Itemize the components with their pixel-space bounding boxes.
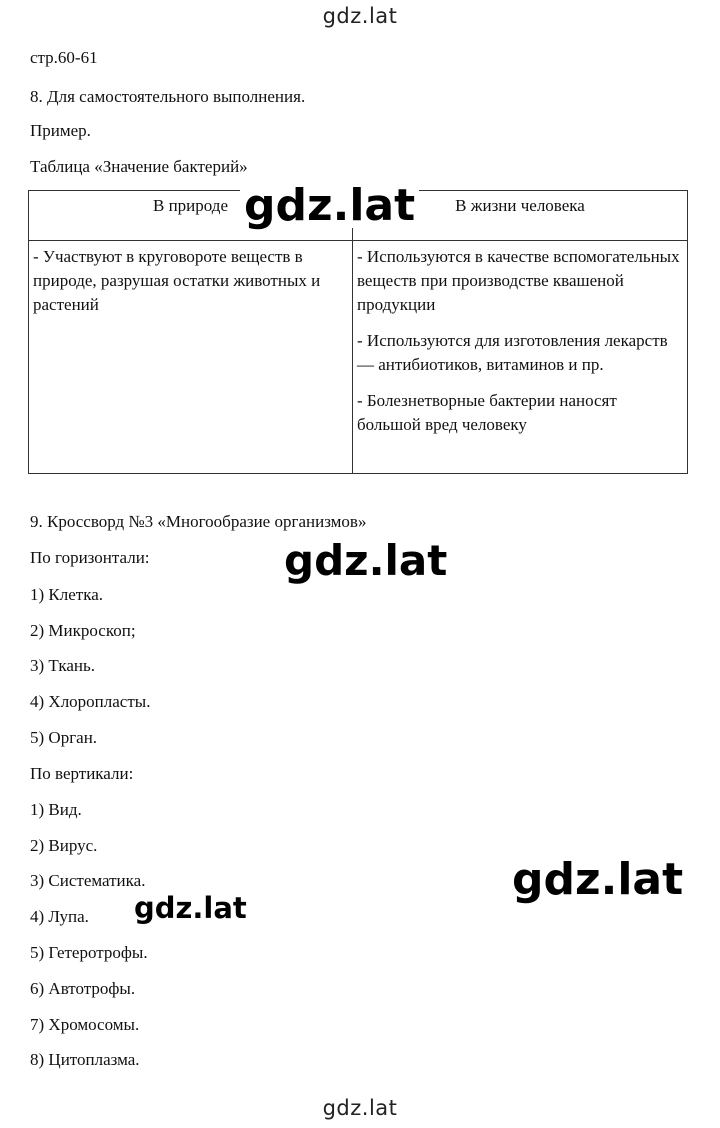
list-item: 7) Хромосомы. [30, 1015, 140, 1034]
horizontal-label: По горизонтали: [30, 548, 150, 567]
table-row [29, 241, 688, 474]
cell-human-life [353, 241, 688, 474]
list-item: 5) Гетеротрофы. [30, 943, 148, 962]
task8-heading: 8. Для самостоятельного выполнения. [30, 87, 306, 106]
watermark-overlay: gdz.lat [132, 892, 253, 925]
list-item: 3) Ткань. [30, 656, 96, 675]
list-item: 6) Автотрофы. [30, 979, 136, 998]
cell-nature [29, 241, 353, 474]
task9-heading: 9. Кроссворд №3 «Многообразие организмов» [30, 512, 367, 531]
page-reference: стр.60-61 [30, 48, 98, 67]
watermark-footer: gdz.lat [322, 1096, 398, 1120]
human-item: - Используются в качестве вспомогательных веществ при производстве квашеной продукции [357, 247, 680, 314]
header-nature: В природе [29, 191, 353, 241]
list-item: 1) Клетка. [30, 585, 104, 604]
list-item: 2) Микроскоп; [30, 621, 136, 640]
list-item: 5) Орган. [30, 728, 98, 747]
human-item: - Болезнетворные бактерии наносят большой вред человеку [357, 391, 617, 434]
watermark-overlay: gdz.lat [512, 854, 684, 905]
table-caption: Таблица «Значение бактерий» [30, 157, 248, 176]
human-item: - Используются для изготовления лекарств — антибиотиков, витаминов и пр. [357, 331, 668, 374]
vertical-label: По вертикали: [30, 764, 134, 783]
bacteria-table [28, 190, 688, 474]
list-item: 4) Хлоропласты. [30, 692, 151, 711]
list-item: 2) Вирус. [30, 836, 98, 855]
header-human-life: В жизни человека [353, 191, 688, 241]
task8-example-label: Пример. [30, 121, 91, 140]
list-item: 1) Вид. [30, 800, 82, 819]
watermark-overlay: gdz.lat [240, 184, 419, 228]
list-item: 4) Лупа. [30, 907, 89, 926]
list-item: 8) Цитоплазма. [30, 1050, 140, 1069]
watermark-overlay: gdz.lat [284, 536, 448, 585]
watermark-header: gdz.lat [322, 4, 398, 28]
list-item: 3) Систематика. [30, 871, 146, 890]
nature-item: - Участвуют в круговороте веществ в природе, разрушая остатки животных и растений [33, 247, 321, 314]
